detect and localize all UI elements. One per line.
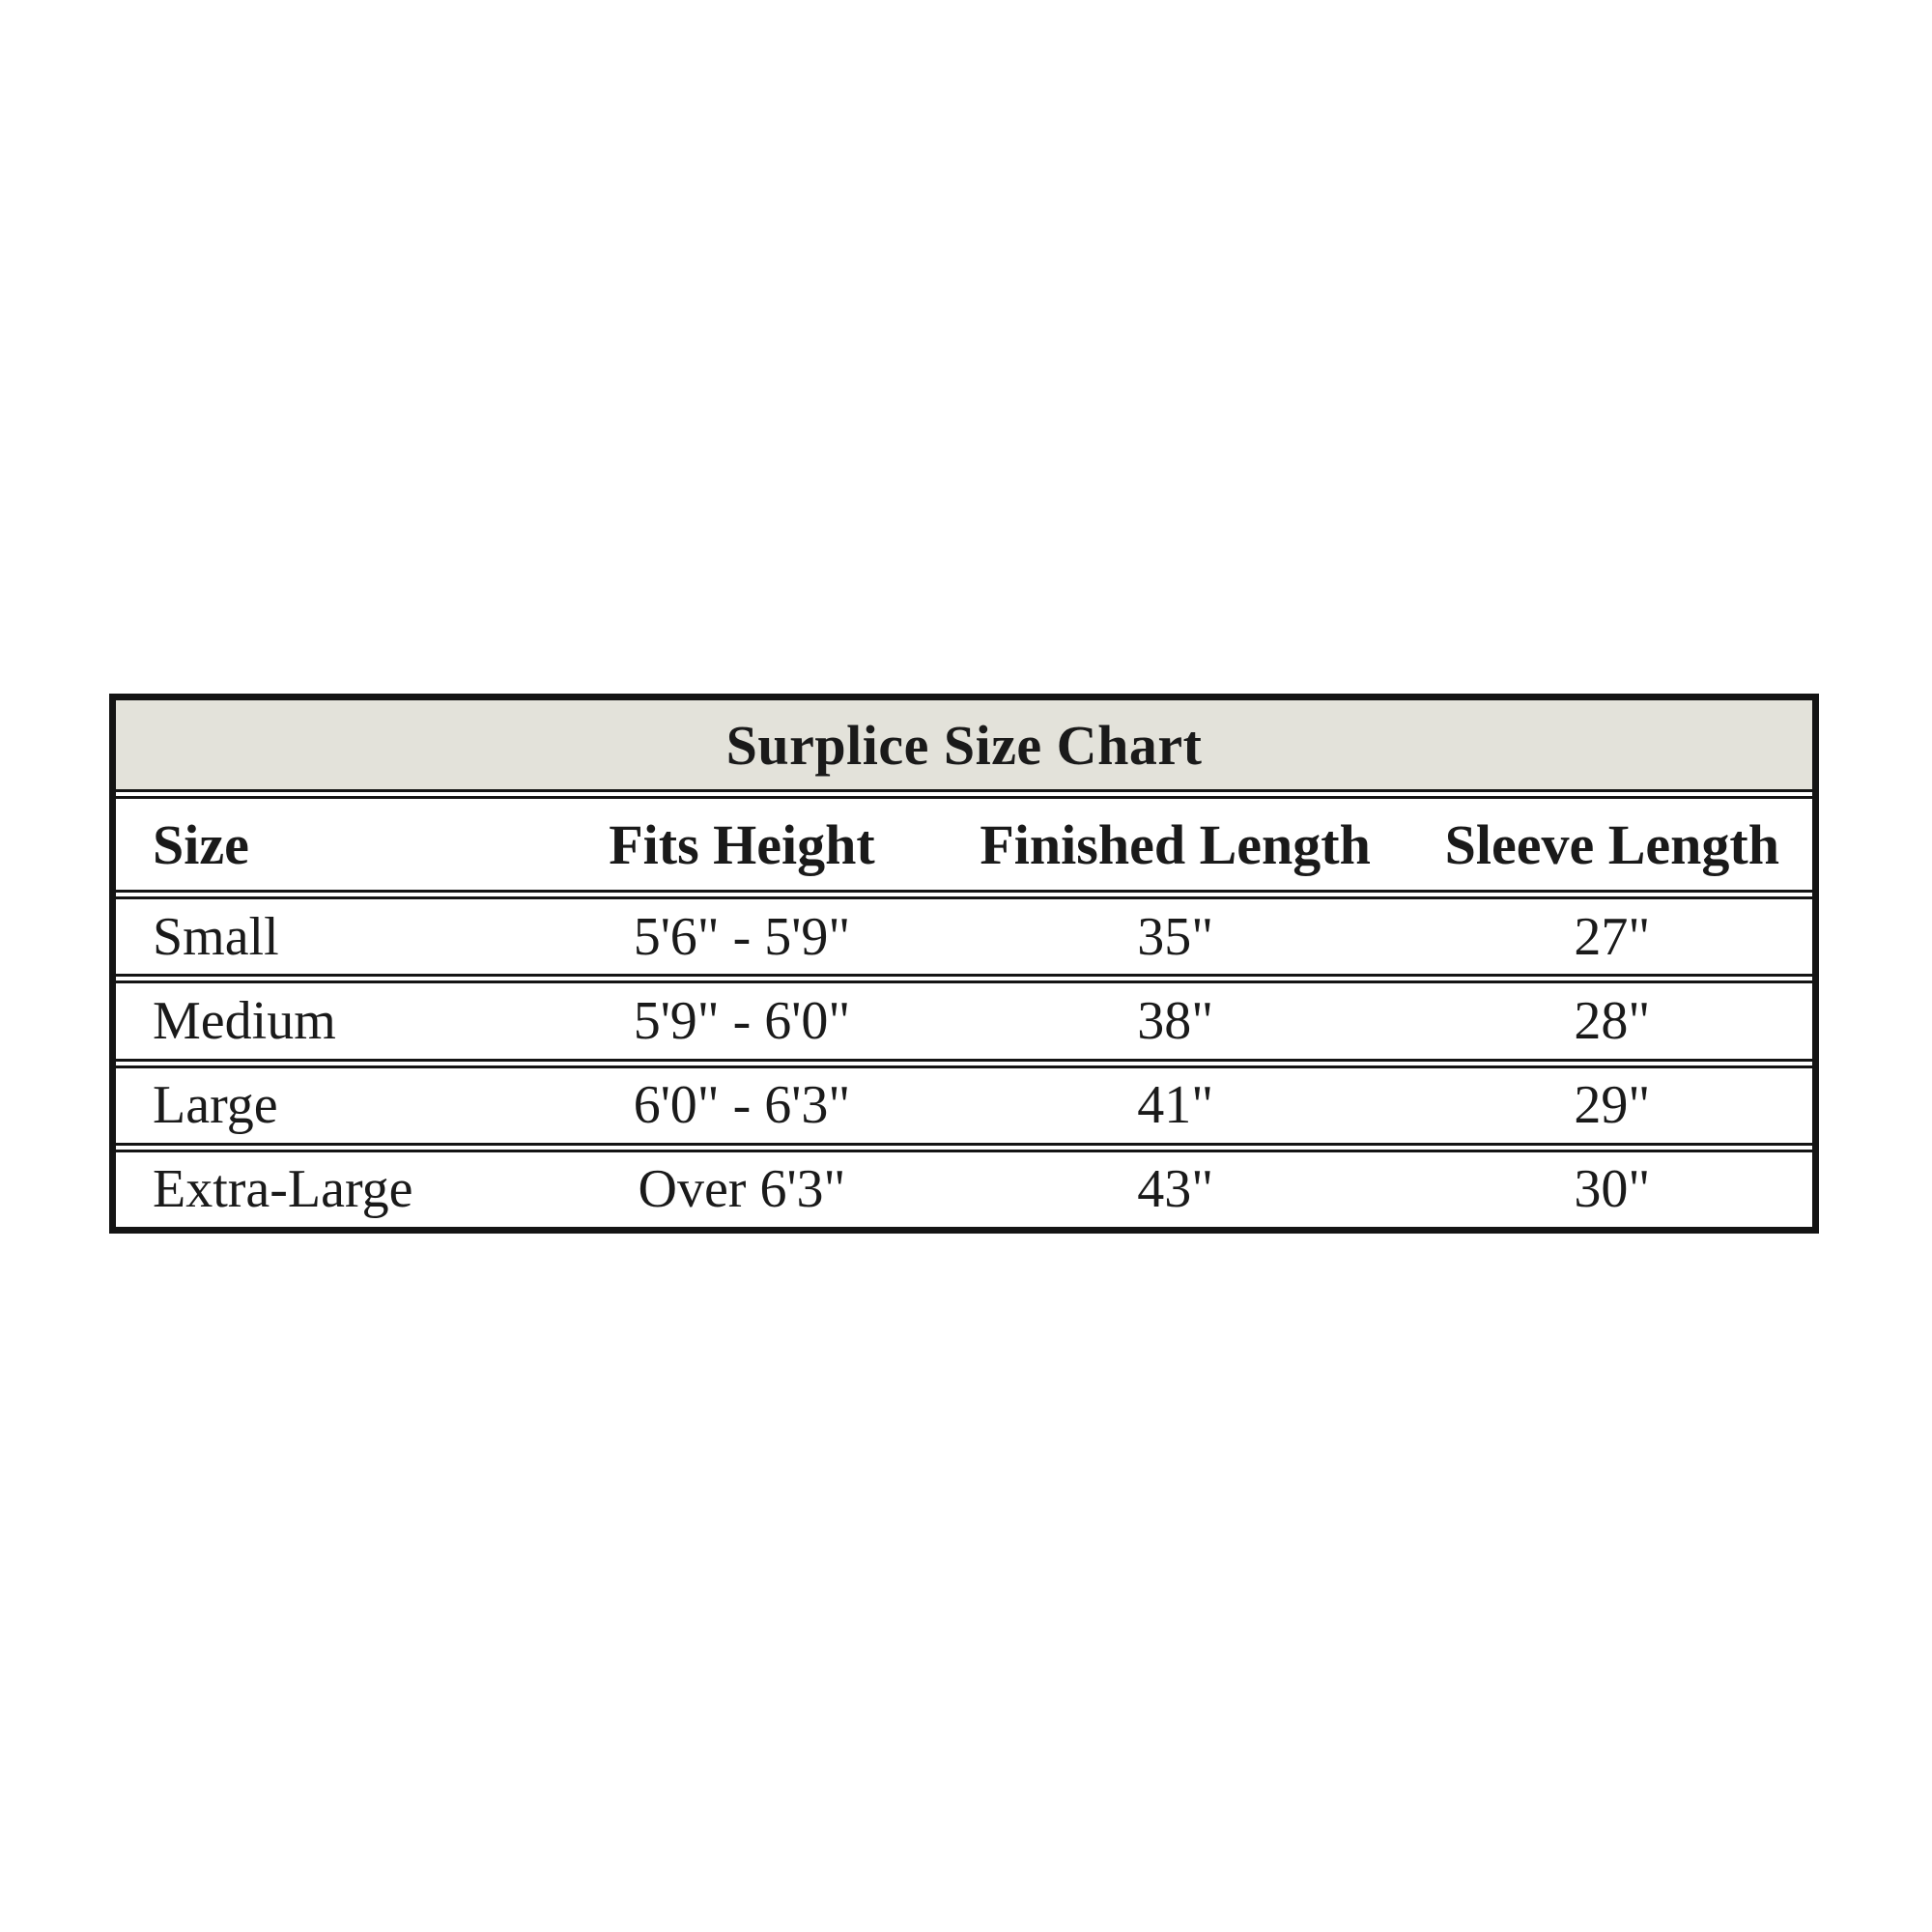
cell-sleeve-length: 30" (1574, 1159, 1651, 1220)
column-header-size: Size (153, 812, 249, 876)
table-title: Surplice Size Chart (725, 713, 1203, 777)
table-row-extra-large (116, 1150, 1812, 1227)
cell-size: Small (153, 906, 279, 967)
column-header-fits-height: Fits Height (609, 812, 875, 876)
cell-finished-length: 43" (1137, 1159, 1214, 1220)
cell-size: Extra-Large (153, 1159, 413, 1220)
table-row-large (116, 1065, 1812, 1146)
cell-finished-length: 35" (1137, 906, 1214, 967)
cell-sleeve-length: 29" (1574, 1075, 1651, 1136)
column-header-finished-length: Finished Length (980, 812, 1371, 876)
cell-fits-height: 5'6" - 5'9" (633, 906, 851, 967)
cell-size: Medium (153, 990, 336, 1051)
cell-finished-length: 38" (1137, 990, 1214, 1051)
table-row-medium (116, 980, 1812, 1061)
table-title-row (116, 700, 1812, 792)
cell-sleeve-length: 27" (1574, 906, 1651, 967)
cell-fits-height: 5'9" - 6'0" (633, 990, 851, 1051)
cell-finished-length: 41" (1137, 1075, 1214, 1136)
table-header-row (116, 796, 1812, 893)
cell-fits-height: Over 6'3" (638, 1159, 846, 1220)
cell-size: Large (153, 1075, 278, 1136)
cell-sleeve-length: 28" (1574, 990, 1651, 1051)
column-header-sleeve-length: Sleeve Length (1444, 812, 1779, 876)
cell-fits-height: 6'0" - 6'3" (633, 1075, 851, 1136)
size-chart-table (109, 694, 1819, 1234)
table-row-small (116, 896, 1812, 977)
